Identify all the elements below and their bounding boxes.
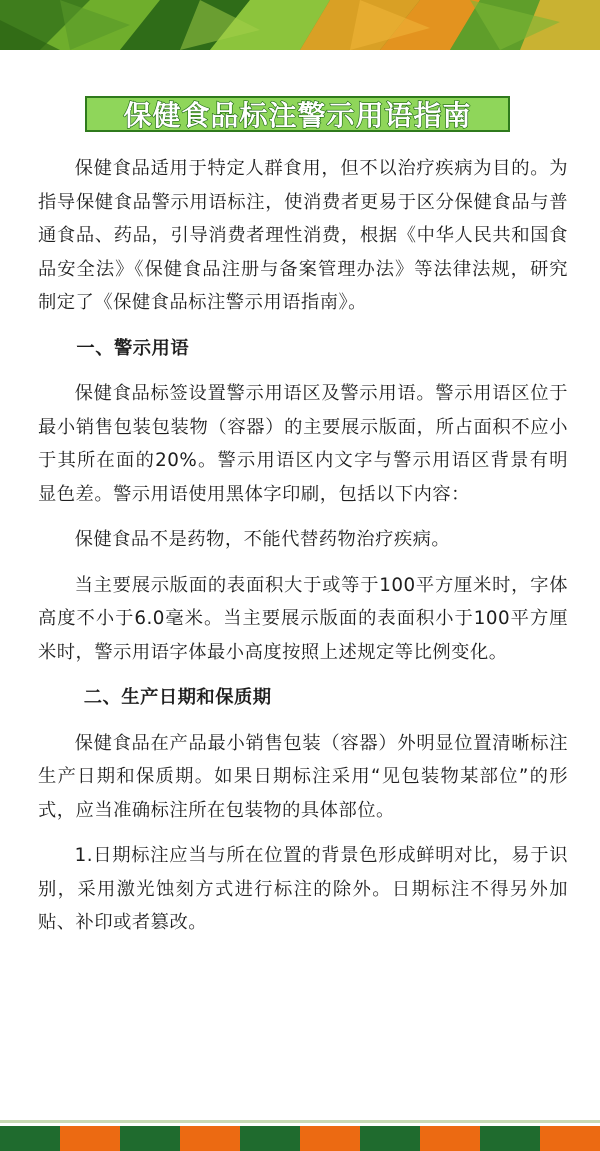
title-banner bbox=[85, 96, 510, 132]
page-title: 保健食品标注警示用语指南 bbox=[123, 99, 472, 132]
stripe-segment bbox=[240, 1126, 300, 1151]
paragraph: 1.日期标注应当与所在位置的背景色形成鲜明对比，易于识别，采用激光蚀刻方式进行标注的除外。日期标注不得另外加贴、补印或者篡改。 bbox=[38, 845, 568, 933]
section-heading-production-date: 二、生产日期和保质期 bbox=[83, 687, 272, 708]
stripe-segment bbox=[540, 1126, 600, 1151]
stripe-segment bbox=[180, 1126, 240, 1151]
geometric-banner-graphic bbox=[0, 0, 600, 50]
paragraph: 当主要展示版面的表面积大于或等于100平方厘米时，字体高度不小于6.0毫米。当主要展示版面的表面积小于100平方厘米时，警示用语字体最小高度按照上述规定等比例变化。 bbox=[38, 574, 568, 663]
stripe-segment bbox=[0, 1126, 60, 1151]
article-body bbox=[38, 152, 568, 952]
stripe-segment bbox=[360, 1126, 420, 1151]
bottom-stripe-bar bbox=[0, 1126, 600, 1151]
stripe-segment bbox=[480, 1126, 540, 1151]
stripe-segment bbox=[60, 1126, 120, 1151]
intro-paragraph: 保健食品适用于特定人群食用，但不以治疗疾病为目的。为指导保健食品警示用语标注，使消费者更易于区分保健食品与普通食品、药品，引导消费者理性消费，根据《中华人民共和国食品安全法》《保健食品注册与备案管理办法》等法律法规，研究制定了《保健食品标注警示用语指南》。 bbox=[38, 158, 568, 313]
paragraph: 保健食品标签设置警示用语区及警示用语。警示用语区位于最小销售包装包装物（容器）的主要展示版面，所占面积不应小于其所在面的20%。警示用语区内文字与警示用语区背景有明显色差。警示用语使用黑体字印刷，包括以下内容： bbox=[38, 383, 568, 505]
stripe-segment bbox=[300, 1126, 360, 1151]
stripe-segment bbox=[120, 1126, 180, 1151]
paragraph: 保健食品在产品最小销售包装（容器）外明显位置清晰标注生产日期和保质期。如果日期标注采用“见包装物某部位”的形式，应当准确标注所在包装物的具体部位。 bbox=[38, 732, 568, 821]
paragraph: 保健食品不是药物，不能代替药物治疗疾病。 bbox=[74, 529, 451, 550]
bottom-divider bbox=[0, 1120, 600, 1123]
section-heading-warning: 一、警示用语 bbox=[76, 337, 190, 359]
top-decorative-banner bbox=[0, 0, 600, 50]
stripe-segment bbox=[420, 1126, 480, 1151]
